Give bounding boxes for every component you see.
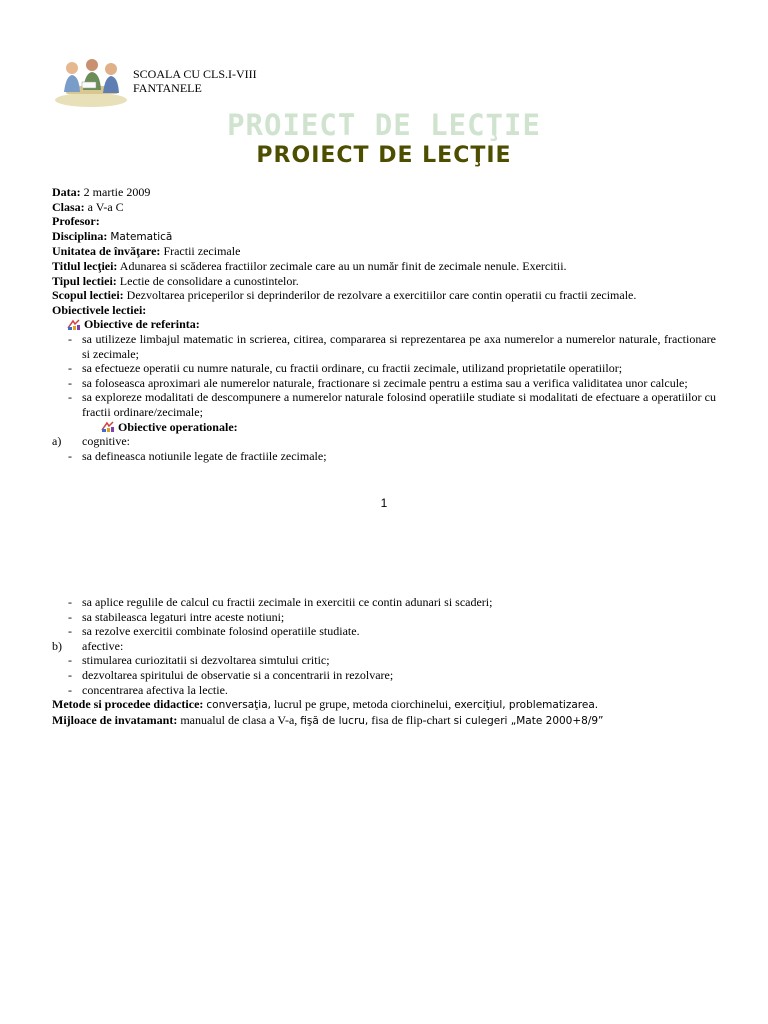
list-item-text: sa stabileasca legaturi intre aceste notiuni;: [82, 609, 285, 624]
page-title: PROIECT DE LECŢIE: [256, 143, 512, 168]
dash-marker: -: [68, 390, 72, 405]
page-number: 1: [380, 496, 388, 510]
profesor-row: [52, 214, 716, 229]
colorful-arrow-bullet-icon: [67, 319, 80, 330]
scopul-label: Scopul lectiei:: [52, 288, 124, 303]
lesson-details: [52, 185, 716, 463]
unitatea-row: [52, 244, 716, 259]
list-item: [52, 376, 716, 391]
dash-marker: -: [68, 624, 72, 639]
list-item: [52, 390, 716, 419]
list-item: [52, 668, 716, 683]
metode-label: Metode si procedee didactice:: [52, 697, 204, 712]
dash-marker: -: [68, 667, 72, 682]
list-item-text: concentrarea afectiva la lectie.: [82, 682, 228, 697]
lesson-details-continued: [52, 595, 716, 728]
obiective-operationale-label: Obiective operationale:: [118, 419, 238, 434]
dash-marker: -: [68, 653, 72, 668]
data-label: Data:: [52, 185, 81, 199]
title-shadow: PROIECT DE LECŢIE: [227, 108, 541, 142]
dash-marker: -: [68, 609, 72, 624]
teachers-illustration-logo: [52, 56, 130, 108]
list-item-text: sa exploreze modalitati de descompunere a numerelor naturale folosind operatiile studiate si modalitati de efectuare a operatiilor cu fractii ordinare/zecimale;: [82, 390, 716, 419]
list-item-text: sa utilizeze limbajul matematic in scrierea, citirea, compararea si reprezentarea pe axa numerelor a numerelor naturale, fractionare si zecimale;: [82, 331, 716, 361]
dash-marker: -: [68, 375, 72, 390]
mijloace-row: [52, 713, 716, 729]
list-item: [52, 610, 716, 625]
list-item: [52, 624, 716, 639]
disciplina-label: Disciplina:: [52, 228, 108, 243]
obiective-referinta-label: Obiective de referinta:: [84, 317, 200, 332]
dash-marker: -: [68, 361, 72, 376]
school-line-1: SCOALA CU CLS.I-VIII: [133, 67, 257, 81]
dash-marker: -: [68, 448, 72, 463]
clasa-row: [52, 200, 716, 215]
titlul-row: [52, 259, 716, 274]
list-item-text: sa defineasca notiunile legate de fractiile zecimale;: [82, 448, 327, 463]
metode-value-1: conversaţia,: [206, 699, 271, 712]
tipul-value: Lectie de consolidare a cunostintelor.: [119, 273, 299, 288]
unitatea-value: Fractii zecimale: [163, 244, 241, 259]
list-item: [52, 683, 716, 698]
metode-value-3: exerciţiul, problematizarea.: [454, 699, 599, 712]
list-item: [52, 595, 716, 610]
disciplina-value: Matematică: [110, 230, 173, 243]
afective-heading: [52, 639, 716, 654]
tipul-row: [52, 274, 716, 289]
titlul-label: Titlul lecţiei:: [52, 258, 118, 273]
profesor-label: Profesor:: [52, 214, 100, 229]
list-item: [52, 361, 716, 376]
scopul-row: [52, 288, 716, 303]
list-item-text: stimularea curiozitatii si dezvoltarea simtului critic;: [82, 653, 330, 668]
mijloace-value-4: si culegeri „Mate 2000+8/9”: [453, 714, 604, 727]
cognitive-label: cognitive:: [82, 434, 130, 449]
data-row: [52, 185, 716, 200]
colorful-arrow-bullet-icon: [101, 421, 114, 432]
clasa-label: Clasa:: [52, 199, 85, 214]
dash-marker: -: [68, 595, 72, 609]
mijloace-value-2: fişă de lucru,: [300, 714, 369, 727]
mijloace-value-1: manualul de clasa a V-a,: [177, 712, 301, 727]
cognitive-heading: [52, 434, 716, 449]
obiective-referinta-heading: [52, 317, 716, 332]
list-marker: b): [52, 638, 62, 653]
list-item-text: sa rezolve exercitii combinate folosind operatiile studiate.: [82, 624, 360, 639]
data-value: 2 martie 2009: [83, 185, 151, 199]
list-item: [52, 332, 716, 361]
list-item-text: sa foloseasca aproximari ale numerelor naturale, fractionare si zecimale pentru a estima sau a verifica validitatea unor calcule;: [82, 375, 688, 390]
metode-row: [52, 697, 716, 713]
titlul-value: Adunarea si scăderea fractiilor zecimale care au un număr finit de zecimale nenule. Exercitii.: [119, 258, 567, 273]
list-item: [52, 653, 716, 668]
list-item-text: sa efectueze operatii cu numre naturale, cu fractii ordinare, cu fractii zecimale, utilizand proprietatile operatiilor;: [82, 361, 623, 376]
obiective-operationale-heading: [52, 420, 716, 435]
tipul-label: Tipul lectiei:: [52, 273, 117, 288]
dash-marker: -: [68, 331, 72, 346]
mijloace-value-3: fisa de flip-chart: [368, 712, 454, 727]
disciplina-row: [52, 229, 716, 245]
obiectivele-heading: Obiectivele lectiei:: [52, 302, 147, 317]
clasa-value: a V-a C: [87, 199, 124, 214]
list-item-text: sa aplice regulile de calcul cu fractii zecimale in exercitii ce contin adunari si scaderi;: [82, 595, 493, 609]
school-name: [133, 67, 257, 95]
list-item-text: dezvoltarea spiritului de observatie si a concentrarii in rezolvare;: [82, 667, 394, 682]
scopul-value: Dezvoltarea priceperilor si deprinderilor de rezolvare a exercitiilor care contin operatii cu fractii zecimale.: [126, 288, 637, 303]
school-line-2: FANTANELE: [133, 81, 202, 95]
metode-value-2: lucrul pe grupe, metoda ciorchinelui,: [270, 697, 455, 712]
dash-marker: -: [68, 682, 72, 697]
list-marker: a): [52, 434, 62, 449]
unitatea-label: Unitatea de învăţare:: [52, 244, 161, 259]
list-item: [52, 449, 716, 464]
mijloace-label: Mijloace de invatamant:: [52, 712, 178, 727]
afective-label: afective:: [82, 638, 124, 653]
